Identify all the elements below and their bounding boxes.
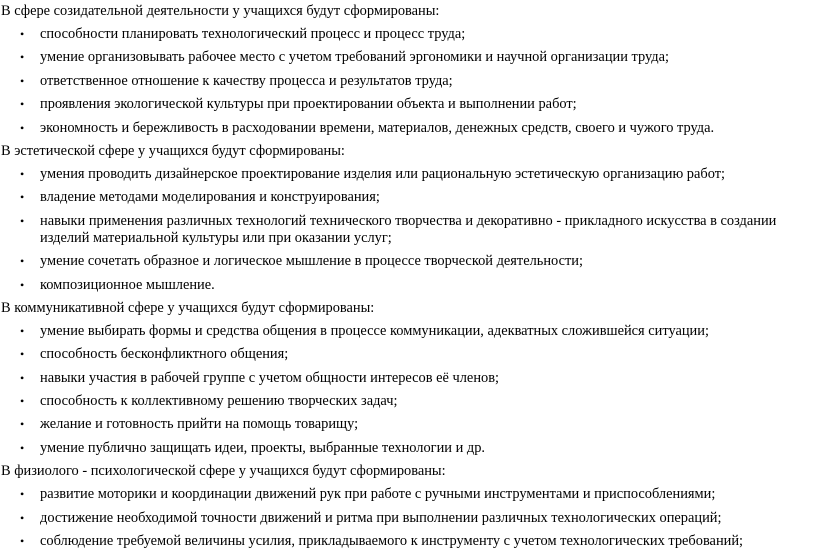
bullet-icon: • (20, 166, 25, 181)
bullet-list (1, 166, 816, 294)
bullet-icon: • (20, 487, 25, 502)
bullet-icon: • (20, 440, 25, 455)
list-item-text: композиционное мышление. (40, 276, 215, 293)
bullet-icon: • (20, 277, 25, 292)
list-item-text: экономность и бережливость в расходовании времени, материалов, денежных средств, своего и чужого труда. (40, 119, 715, 136)
bullet-icon: • (20, 50, 25, 65)
bullet-icon: • (20, 323, 25, 338)
list-item-text: умение организовывать рабочее место с учетом требований эргономики и научной организации труда; (40, 49, 669, 66)
bullet-icon: • (20, 534, 25, 549)
bullet-icon: • (20, 120, 25, 135)
list-item-text: ответственное отношение к качеству процесса и результатов труда; (40, 72, 453, 89)
list-item-text: способность бесконфликтного общения; (40, 346, 289, 363)
list-item (1, 346, 816, 363)
list-item (1, 189, 816, 206)
bullet-icon: • (20, 254, 25, 269)
bullet-icon: • (20, 417, 25, 432)
list-item-text: желание и готовность прийти на помощь товарищу; (40, 416, 359, 433)
bullet-icon: • (20, 213, 25, 228)
list-item-text: умение выбирать формы и средства общения в процессе коммуникации, адекватных сложившейся ситуации; (40, 322, 709, 339)
list-item (1, 440, 816, 457)
bullet-list (1, 26, 816, 137)
list-item-text: достижение необходимой точности движений и ритма при выполнении различных технологических операций; (40, 509, 722, 526)
list-item-text: умения проводить дизайнерское проектирование изделия или рациональную эстетическую организацию работ; (40, 165, 725, 182)
section-heading: В физиолого - психологической сфере у учащихся будут сформированы: (1, 463, 446, 480)
list-item-text: владение методами моделирования и конструирования; (40, 189, 380, 206)
list-item-text: проявления экологической культуры при проектировании объекта и выполнении работ; (40, 96, 577, 113)
section-heading: В коммуникативной сфере у учащихся будут сформированы: (1, 299, 375, 316)
bullet-icon: • (20, 394, 25, 409)
list-item (1, 96, 816, 113)
list-item-text: способности планировать технологический процесс и процесс труда; (40, 26, 466, 42)
bullet-icon: • (20, 370, 25, 385)
list-item-text: умение публично защищать идеи, проекты, выбранные технологии и др. (40, 439, 485, 456)
list-item (1, 166, 816, 183)
bullet-icon: • (20, 73, 25, 88)
bullet-icon: • (20, 27, 25, 41)
bullet-icon: • (20, 510, 25, 525)
list-item-text: умение сочетать образное и логическое мышление в процессе творческой деятельности; (40, 253, 583, 270)
bullet-icon: • (20, 347, 25, 362)
list-item (1, 49, 816, 66)
list-item-text: навыки участия в рабочей группе с учетом общности интересов её членов; (40, 369, 500, 386)
list-item-text: развитие моторики и координации движений рук при работе с ручными инструментами и приспособлениями; (40, 486, 716, 503)
list-item (1, 510, 816, 527)
bullet-icon: • (20, 97, 25, 112)
list-item (1, 370, 816, 387)
list-item-text: способность к коллективному решению творческих задач; (40, 393, 398, 410)
section-heading: В сфере созидательной деятельности у учащихся будут сформированы: (1, 3, 440, 19)
list-item (1, 73, 816, 90)
list-item (1, 120, 816, 137)
list-item (1, 533, 816, 550)
list-item-text: навыки применения различных технологий технического творчества и декоративно - прикладного искусства в создании изделий материальной культуры или при оказании услуг; (40, 212, 777, 246)
list-item (1, 416, 816, 433)
bullet-icon: • (20, 190, 25, 205)
bullet-list (1, 486, 816, 550)
list-item-text: соблюдение требуемой величины усилия, прикладываемого к инструменту с учетом технологических требований; (40, 533, 744, 550)
list-item (1, 253, 816, 270)
list-item (1, 213, 816, 247)
list-item (1, 277, 816, 294)
list-item (1, 26, 816, 43)
section-heading: В эстетической сфере у учащихся будут сформированы: (1, 142, 345, 159)
list-item (1, 486, 816, 503)
list-item (1, 393, 816, 410)
list-item (1, 323, 816, 340)
bullet-list (1, 323, 816, 457)
